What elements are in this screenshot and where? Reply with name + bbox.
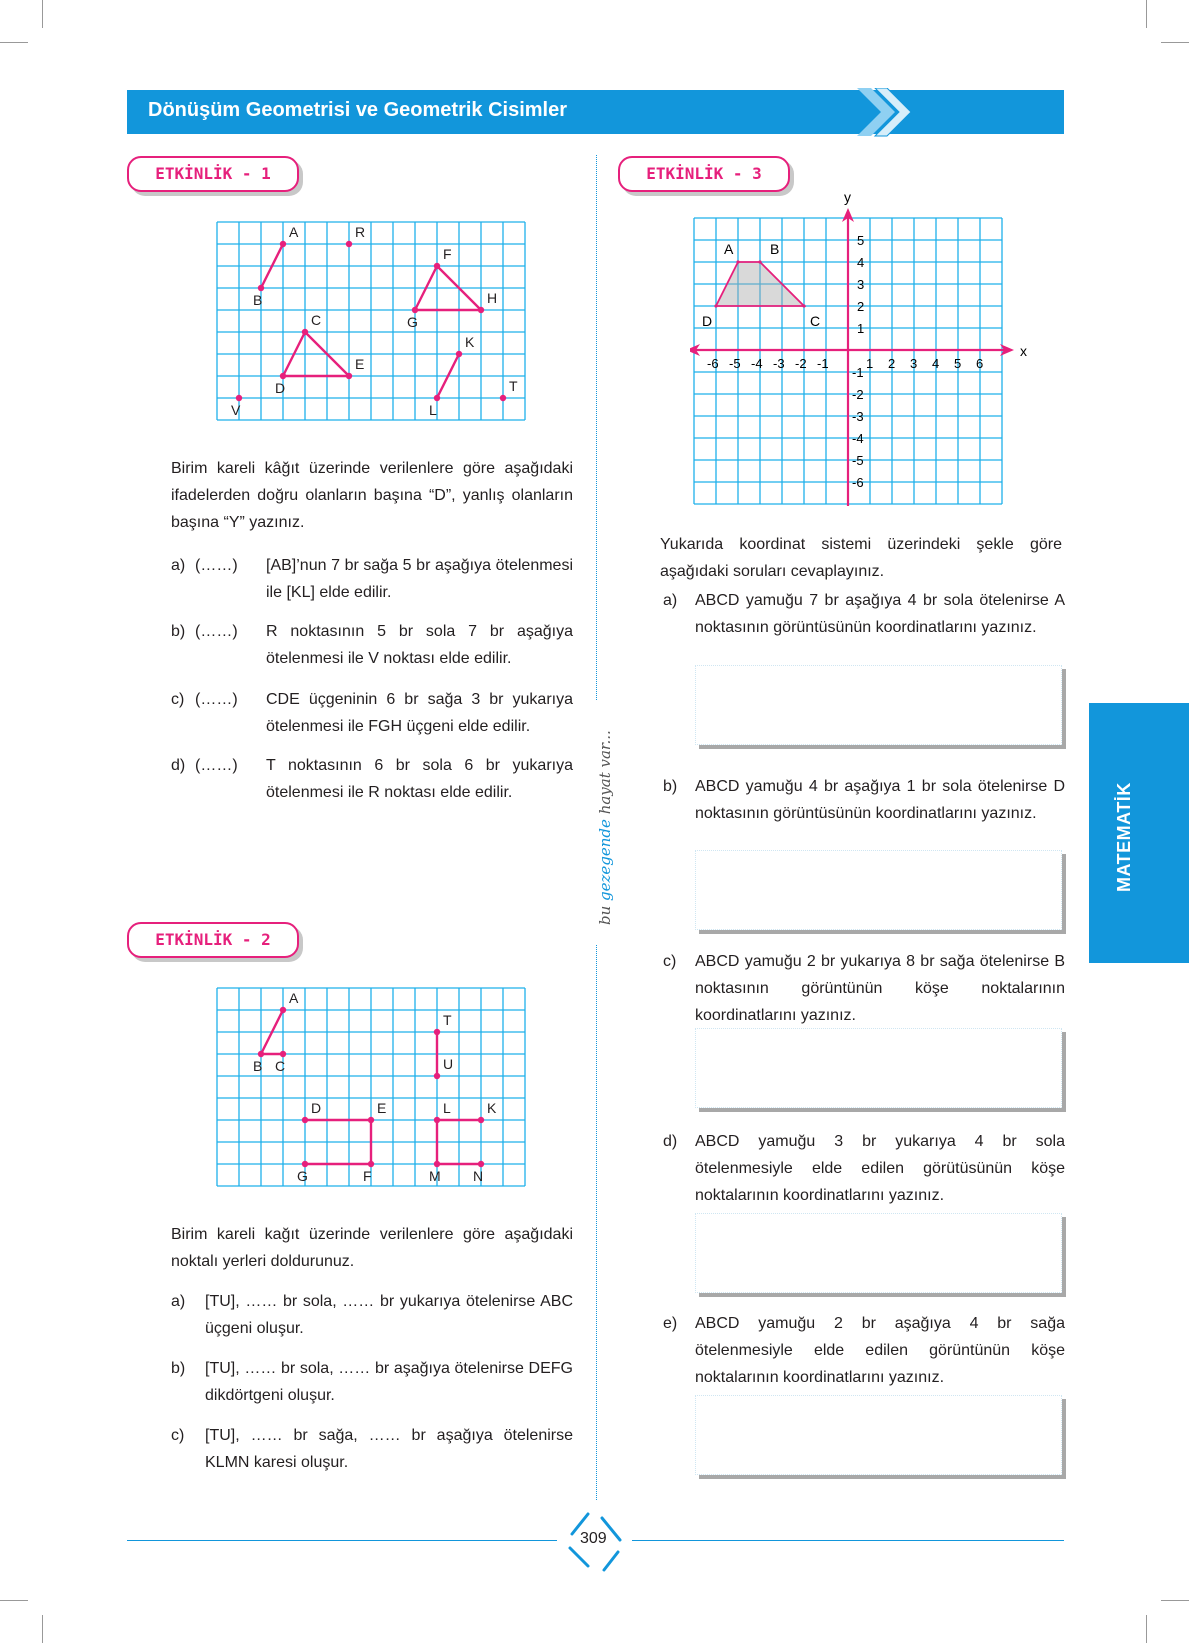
y-tick-label: -2 [852,387,864,402]
crop-mark [1161,42,1189,43]
answer-box[interactable] [695,1028,1062,1108]
point-label: D [311,1100,322,1116]
point-label: C [275,1058,286,1074]
point-E [346,373,352,379]
point-label: B [253,1058,263,1074]
y-tick-label: 1 [857,321,865,336]
question-label: b) [171,623,186,640]
question-label: e) [663,1315,678,1332]
point-label: M [429,1168,441,1184]
activity-2-intro: Birim kareli kağıt üzerinde verilenlere göre aşağıdaki noktalı yerleri doldurunuz. [171,1226,573,1270]
question-label: b) [171,1360,186,1377]
point-C [302,329,308,335]
question-label: c) [171,691,185,708]
point-label: K [487,1100,497,1116]
point-L [434,1117,440,1123]
point-label: A [289,224,299,240]
activity-1-badge: ETKİNLİK - 1 [127,156,299,192]
point-N [478,1161,484,1167]
point-label: G [297,1168,308,1184]
answer-blank[interactable]: (……) [195,691,238,708]
question-label: a) [663,592,678,609]
point-B [258,285,264,291]
footer-line [632,1540,1064,1541]
activity-2-badge: ETKİNLİK - 2 [127,922,299,958]
crop-mark [0,1600,28,1601]
point-E [368,1117,374,1123]
subject-side-tab [1089,703,1189,963]
activity-2-grid [215,986,531,1200]
point-label: K [465,334,475,350]
point-label: F [443,246,452,262]
x-tick-label: 4 [932,356,940,371]
slogan-part: hayat var... [596,730,614,820]
point-B [258,1051,264,1057]
crop-mark [1161,1600,1189,1601]
point-label: T [509,378,518,394]
point-label: L [443,1100,451,1116]
chapter-title: Dönüşüm Geometrisi ve Geometrik Cisimler [148,99,568,121]
point-L [434,395,440,401]
question-text: ABCD yamuğu 4 br aşağıya 1 br sola ötelenirse D noktasının görüntüsünün koordinatlarını yazınız. [695,778,1065,822]
question-text: [TU], …… br sağa, …… br aşağıya ötelenirse KLMN karesi oluşur. [205,1427,573,1471]
point-label: E [377,1100,387,1116]
question-label: d) [171,757,186,774]
vertex-C [802,304,805,307]
vertex-label: A [724,241,734,257]
crop-mark [42,0,43,28]
y-tick-label: 4 [857,255,865,270]
x-tick-label: -5 [729,356,741,371]
point-label: A [289,990,299,1006]
point-R [346,241,352,247]
question-label: a) [171,557,186,574]
y-tick-label: 3 [857,277,865,292]
y-tick-label: -4 [852,431,864,446]
point-U [434,1073,440,1079]
question-text: ABCD yamuğu 2 br aşağıya 4 br sağa ötelenmesiyle elde edilen görüntünün köşe noktalarının koordinatlarını yazınız. [695,1315,1065,1386]
point-label: R [355,224,366,240]
point-T [500,395,506,401]
point-D [302,1117,308,1123]
point-label: G [407,314,418,330]
question-label: a) [171,1293,186,1310]
vertex-label: C [810,313,821,329]
point-C [280,1051,286,1057]
x-tick-label: 1 [866,356,874,371]
coordinate-plane [690,190,1030,530]
point-label: E [355,356,365,372]
answer-box[interactable] [695,1213,1062,1293]
footer-line [127,1540,557,1541]
answer-box[interactable] [695,850,1062,930]
question-text: ABCD yamuğu 7 br aşağıya 4 br sola ötelenirse A noktasının görüntüsünün koordinatlarını yazınız. [695,592,1065,636]
margin-slogan [596,730,614,925]
point-label: F [363,1168,372,1184]
answer-box[interactable] [695,665,1062,745]
question-label: d) [663,1133,678,1150]
point-F [434,263,440,269]
y-tick-label: 2 [857,299,865,314]
point-G [302,1161,308,1167]
vertex-label: B [770,241,780,257]
point-label: C [311,312,322,328]
x-tick-label: -2 [795,356,807,371]
question-text: R noktasının 5 br sola 7 br aşağıya ötelenmesi ile V noktası elde edilir. [266,623,573,667]
question-text: [AB]’nun 7 br sağa 5 br aşağıya ötelenmesi ile [KL] elde edilir. [266,557,573,601]
point-K [478,1117,484,1123]
x-axis-label: x [1020,343,1027,359]
point-H [478,307,484,313]
point-K [456,351,462,357]
activity-1-grid [215,220,531,434]
x-tick-label: 3 [910,356,918,371]
question-text: ABCD yamuğu 3 br yukarıya 4 br sola ötelenmesiyle elde edilen görütüsünün köşe noktalarının koordinatlarını yazınız. [695,1133,1065,1204]
x-tick-label: -4 [751,356,763,371]
vertex-label: D [702,313,713,329]
double-chevron-right-icon [855,88,915,138]
point-label: U [443,1056,454,1072]
page-number: 309 [580,1530,607,1547]
question-label: c) [171,1427,185,1444]
crop-mark [0,42,28,43]
point-D [280,373,286,379]
answer-blank[interactable]: (……) [195,623,238,640]
activity-3-intro: Yukarıda koordinat sistemi üzerindeki şekle göre aşağıdaki soruları cevaplayınız. [660,536,1062,580]
point-label: T [443,1012,452,1028]
answer-blank[interactable]: (……) [195,757,238,774]
point-label: B [253,292,263,308]
y-tick-label: 5 [857,233,865,248]
slogan-part: gezegende [596,819,614,901]
x-tick-label: -3 [773,356,785,371]
question-text: [TU], …… br sola, …… br yukarıya ötelenirse ABC üçgeni oluşur. [205,1293,573,1337]
crop-mark [42,1615,43,1643]
point-label: N [473,1168,484,1184]
question-text: T noktasının 6 br sola 6 br yukarıya ötelenmesi ile R noktası elde edilir. [266,757,573,801]
x-tick-label: -1 [817,356,829,371]
column-divider [596,155,597,700]
y-axis-label: y [844,190,851,205]
x-tick-label: 5 [954,356,962,371]
subject-label: MATEMATİK [1114,782,1134,892]
point-label: L [429,402,437,418]
question-label: c) [663,953,677,970]
point-A [280,241,286,247]
point-V [236,395,242,401]
point-label: D [275,380,286,396]
point-T [434,1029,440,1035]
point-M [434,1161,440,1167]
x-tick-label: -6 [707,356,719,371]
answer-box[interactable] [695,1395,1062,1475]
activity-1-intro: Birim kareli kâğıt üzerinde verilenlere göre aşağıdaki ifadelerden doğru olanların başına “D”, yanlış olanların başına “Y” yazınız. [171,460,573,531]
y-tick-label: -6 [852,475,864,490]
x-tick-label: 2 [888,356,896,371]
vertex-A [736,260,739,263]
point-A [280,1007,286,1013]
crop-mark [1146,1615,1147,1643]
x-tick-label: 6 [976,356,984,371]
question-text: [TU], …… br sola, …… br aşağıya ötelenirse DEFG dikdörtgeni oluşur. [205,1360,573,1404]
vertex-D [714,304,717,307]
point-label: V [231,402,241,418]
activity-3-badge: ETKİNLİK - 3 [618,156,790,192]
question-label: b) [663,778,678,795]
y-tick-label: -5 [852,453,864,468]
answer-blank[interactable]: (……) [195,557,238,574]
column-divider [596,945,597,1500]
point-F [368,1161,374,1167]
point-G [412,307,418,313]
vertex-B [758,260,761,263]
slogan-part: bu [596,900,614,925]
point-label: H [487,290,498,306]
y-tick-label: -1 [852,365,864,380]
y-tick-label: -3 [852,409,864,424]
question-text: ABCD yamuğu 2 br yukarıya 8 br sağa ötelenirse B noktasının görüntünün köşe noktalarının koordinatlarını yazınız. [695,953,1065,1024]
crop-mark [1146,0,1147,28]
question-text: CDE üçgeninin 6 br sağa 3 br yukarıya ötelenmesi ile FGH üçgeni elde edilir. [266,691,573,735]
